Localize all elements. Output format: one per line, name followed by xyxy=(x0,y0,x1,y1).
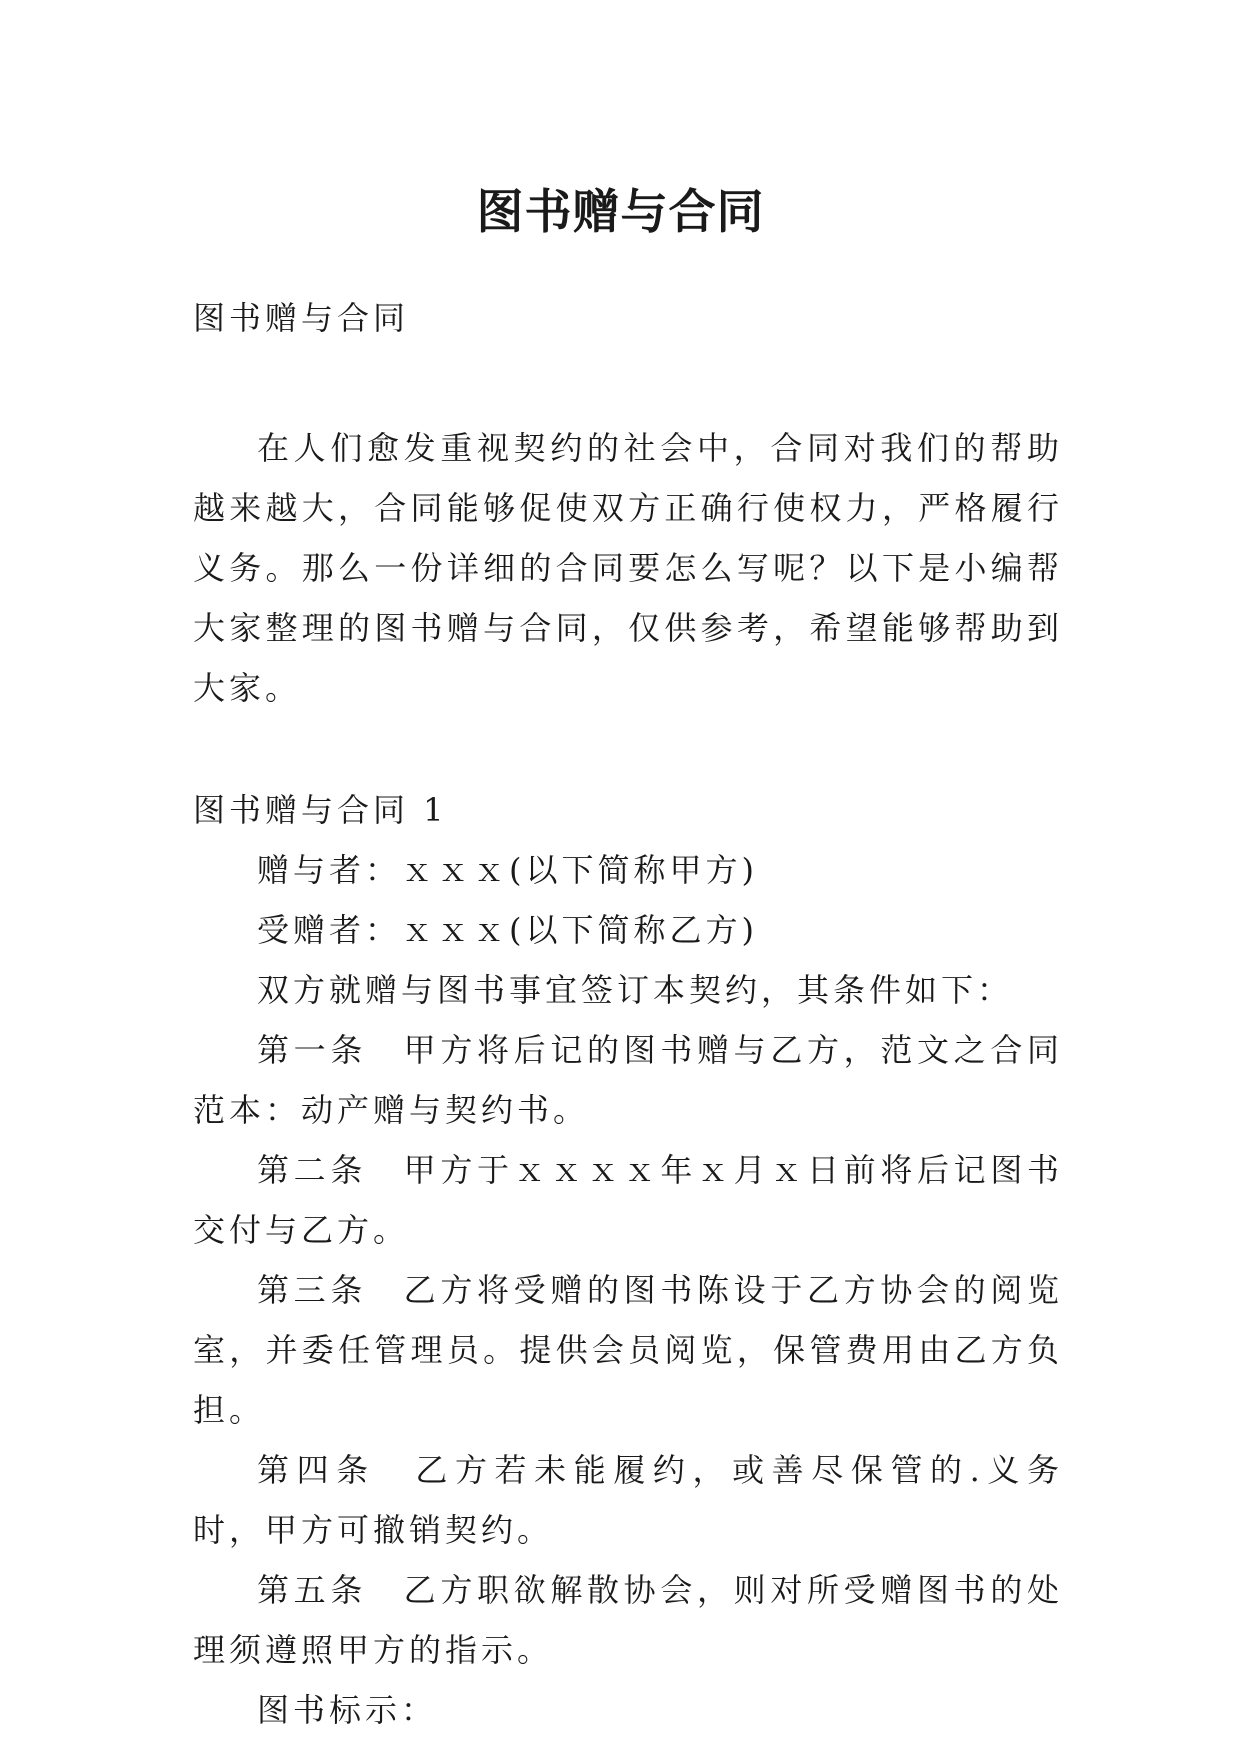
document-body xyxy=(193,288,1063,1740)
donor-line: 赠与者：ｘｘｘ(以下简称甲方) xyxy=(257,851,758,889)
document-subtitle: 图书赠与合同 xyxy=(193,299,410,337)
book-label: 图书标示： xyxy=(257,1691,438,1729)
intro-paragraph: 在人们愈发重视契约的社会中，合同对我们的帮助越来越大，合同能够促使双方正确行使权力，严格履行义务。那么一份详细的合同要怎么写呢？以下是小编帮大家整理的图书赠与合同，仅供参考，希望能够帮助到大家。 xyxy=(193,429,1063,707)
recipient-line: 受赠者：ｘｘｘ(以下简称乙方) xyxy=(257,911,758,949)
article-5: 第五条 乙方职欲解散协会，则对所受赠图书的处理须遵照甲方的指示。 xyxy=(193,1571,1063,1669)
section-heading: 图书赠与合同 1 xyxy=(193,791,448,829)
article-4: 第四条 乙方若未能履约，或善尽保管的.义务时，甲方可撤销契约。 xyxy=(193,1451,1063,1549)
document-title: 图书赠与合同 xyxy=(476,185,765,241)
article-1: 第一条 甲方将后记的图书赠与乙方，范文之合同范本：动产赠与契约书。 xyxy=(193,1031,1063,1129)
article-2: 第二条 甲方于ｘｘｘｘ年ｘ月ｘ日前将后记图书交付与乙方。 xyxy=(193,1151,1063,1249)
article-3: 第三条 乙方将受赠的图书陈设于乙方协会的阅览室，并委任管理员。提供会员阅览，保管费用由乙方负担。 xyxy=(193,1271,1063,1429)
agreement-line: 双方就赠与图书事宜签订本契约，其条件如下： xyxy=(257,971,1014,1009)
